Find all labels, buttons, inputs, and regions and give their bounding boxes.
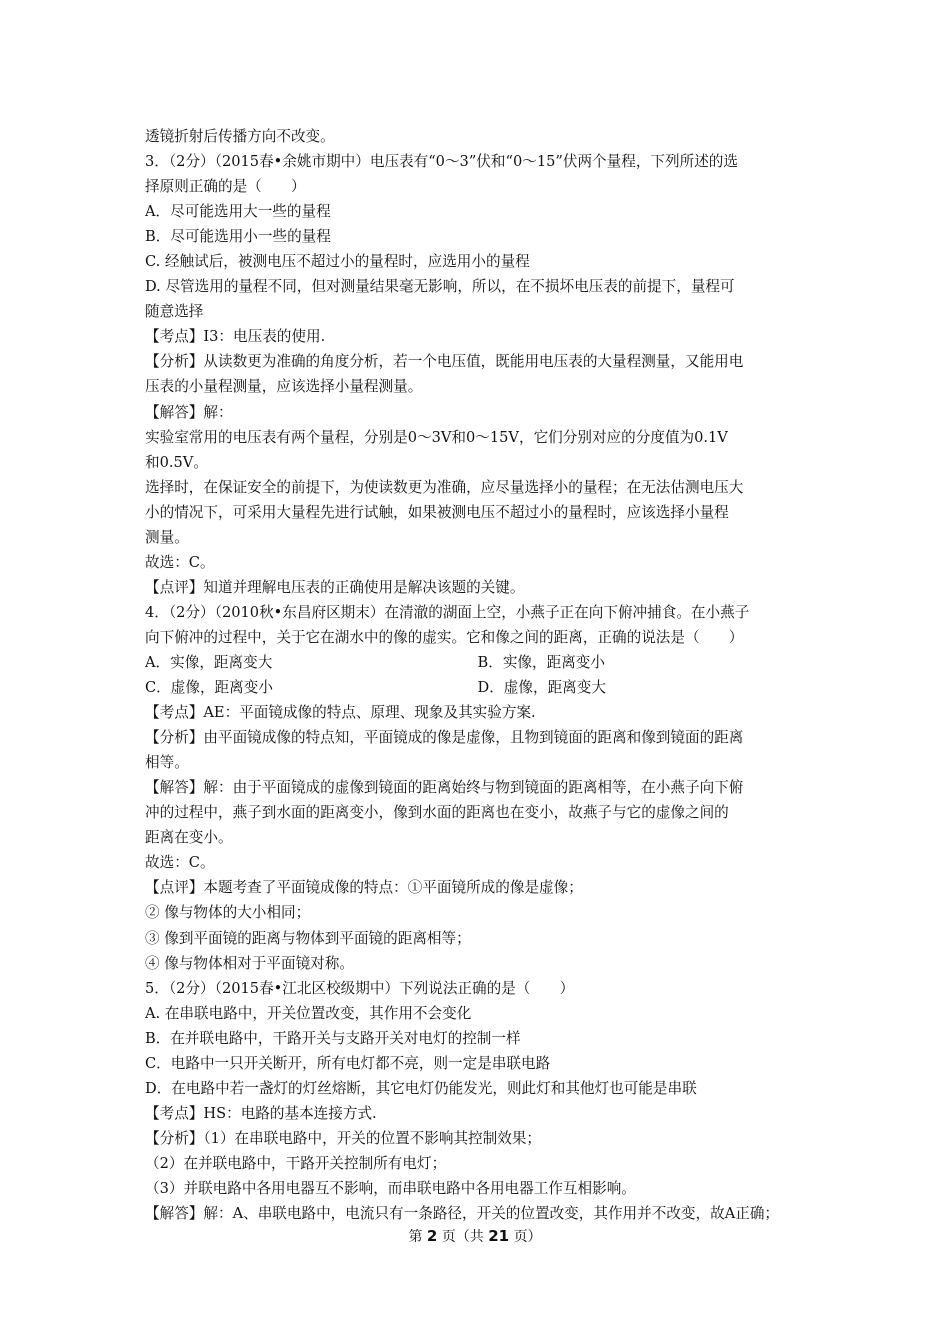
text-line: 【解答】解：A、串联电路中，电流只有一条路径，开关的位置改变，其作用并不改变，故A正确； bbox=[145, 1205, 780, 1223]
text-line: （2）在并联电路中，干路开关控制所有电灯； bbox=[145, 1154, 447, 1172]
text-line: 故选：C。 bbox=[145, 553, 215, 571]
text-block-top bbox=[145, 124, 810, 650]
option-item: B．实像，距离变小 bbox=[477, 653, 605, 671]
text-line: 【分析】（1）在串联电路中，开关的位置不影响其控制效果； bbox=[145, 1129, 542, 1147]
page-footer bbox=[0, 1226, 950, 1247]
option-item: D．虚像，距离变大 bbox=[477, 679, 606, 697]
text-line: 【考点】AE：平面镜成像的特点、原理、现象及其实验方案. bbox=[145, 704, 536, 722]
footer-prefix: 第 bbox=[408, 1229, 423, 1245]
footer-middle: 页（共 bbox=[441, 1229, 484, 1245]
text-line: 冲的过程中，燕子到水面的距离变小，像到水面的距离也在变小，故燕子与它的虚像之间的 bbox=[145, 804, 729, 822]
text-line: D. 尽管选用的量程不同，但对测量结果毫无影响，所以，在不损坏电压表的前提下，量程可 bbox=[145, 278, 735, 296]
footer-page-number: 2 bbox=[426, 1227, 438, 1245]
text-line: D．在电路中若一盏灯的灯丝熔断，其它电灯仍能发光，则此灯和其他灯也可能是串联 bbox=[145, 1079, 697, 1097]
text-line: 【点评】知道并理解电压表的正确使用是解决该题的关键。 bbox=[145, 578, 525, 596]
footer-suffix: 页） bbox=[513, 1229, 542, 1245]
text-line: C. 经触试后，被测电压不超过小的量程时，应选用小的量程 bbox=[145, 253, 530, 271]
text-line: （3）并联电路中各用电器互不影响，而串联电路中各用电器工作互相影响。 bbox=[145, 1179, 636, 1197]
option-item: C．虚像，距离变小 bbox=[145, 679, 273, 697]
text-line: ③ 像到平面镜的距离与物体到平面镜的距离相等； bbox=[145, 929, 471, 947]
option-row bbox=[145, 650, 810, 675]
footer-total-pages: 21 bbox=[488, 1227, 510, 1245]
text-line: 随意选择 bbox=[145, 303, 204, 321]
text-line: 择原则正确的是（ ） bbox=[145, 178, 306, 196]
text-line: 选择时，在保证安全的前提下，为使读数更为准确，应尽量选择小的量程；在无法估测电压大 bbox=[145, 478, 744, 496]
text-line: 小的情况下，可采用大量程先进行试触，如果被测电压不超过小的量程时，应该选择小量程 bbox=[145, 503, 729, 521]
option-row bbox=[145, 675, 810, 700]
text-line: B．尽可能选用小一些的量程 bbox=[145, 228, 331, 246]
text-line: 压表的小量程测量，应该选择小量程测量。 bbox=[145, 378, 423, 396]
text-line: 实验室常用的电压表有两个量程，分别是0～3V和0～15V，它们分别对应的分度值为0.1V bbox=[145, 428, 728, 446]
text-block-bottom bbox=[145, 700, 810, 1226]
text-line: 向下俯冲的过程中，关于它在湖水中的像的虚实。它和像之间的距离，正确的说法是（ ） bbox=[145, 628, 744, 646]
text-line: 测量。 bbox=[145, 528, 189, 546]
text-line: 4．（2分）（2010秋•东昌府区期末）在清澈的湖面上空，小燕子正在向下俯冲捕食。在小燕子 bbox=[145, 603, 750, 621]
text-line: 【考点】HS：电路的基本连接方式. bbox=[145, 1104, 377, 1122]
text-line: 透镜折射后传播方向不改变。 bbox=[145, 128, 335, 145]
text-line: ② 像与物体的大小相同； bbox=[145, 904, 311, 922]
document-page bbox=[145, 124, 810, 1226]
text-line: 【解答】解： bbox=[145, 403, 233, 421]
text-line: 3．（2分）（2015春•余姚市期中）电压表有“0～3”伏和“0～15”伏两个量程，下列所述的选 bbox=[145, 153, 738, 171]
text-line: B．在并联电路中，干路开关与支路开关对电灯的控制一样 bbox=[145, 1029, 521, 1047]
text-line: 【解答】解：由于平面镜成的虚像到镜面的距离始终与物到镜面的距离相等，在小燕子向下俯 bbox=[145, 779, 744, 797]
text-line: 距离在变小。 bbox=[145, 829, 233, 847]
text-line: ④ 像与物体相对于平面镜对称。 bbox=[145, 954, 354, 972]
text-line: A. 在串联电路中，开关位置改变，其作用不会变化 bbox=[145, 1004, 472, 1022]
text-line: 【分析】由平面镜成像的特点知，平面镜成的像是虚像，且物到镜面的距离和像到镜面的距离 bbox=[145, 729, 744, 747]
text-line: 5．（2分）（2015春•江北区校级期中）下列说法正确的是（ ） bbox=[145, 979, 575, 997]
text-line: 相等。 bbox=[145, 754, 189, 772]
q4-options bbox=[145, 650, 810, 700]
text-line: 故选：C。 bbox=[145, 854, 215, 872]
text-line: C．电路中一只开关断开，所有电灯都不亮，则一定是串联电路 bbox=[145, 1054, 551, 1072]
text-line: 【分析】从读数更为准确的角度分析，若一个电压值，既能用电压表的大量程测量，又能用电 bbox=[145, 353, 744, 371]
option-item: A．实像，距离变大 bbox=[145, 653, 273, 671]
text-line: 【点评】本题考查了平面镜成像的特点：①平面镜所成的像是虚像； bbox=[145, 879, 583, 897]
text-line: 和0.5V。 bbox=[145, 453, 208, 471]
text-line: A．尽可能选用大一些的量程 bbox=[145, 203, 331, 221]
text-line: 【考点】I3：电压表的使用. bbox=[145, 328, 326, 346]
